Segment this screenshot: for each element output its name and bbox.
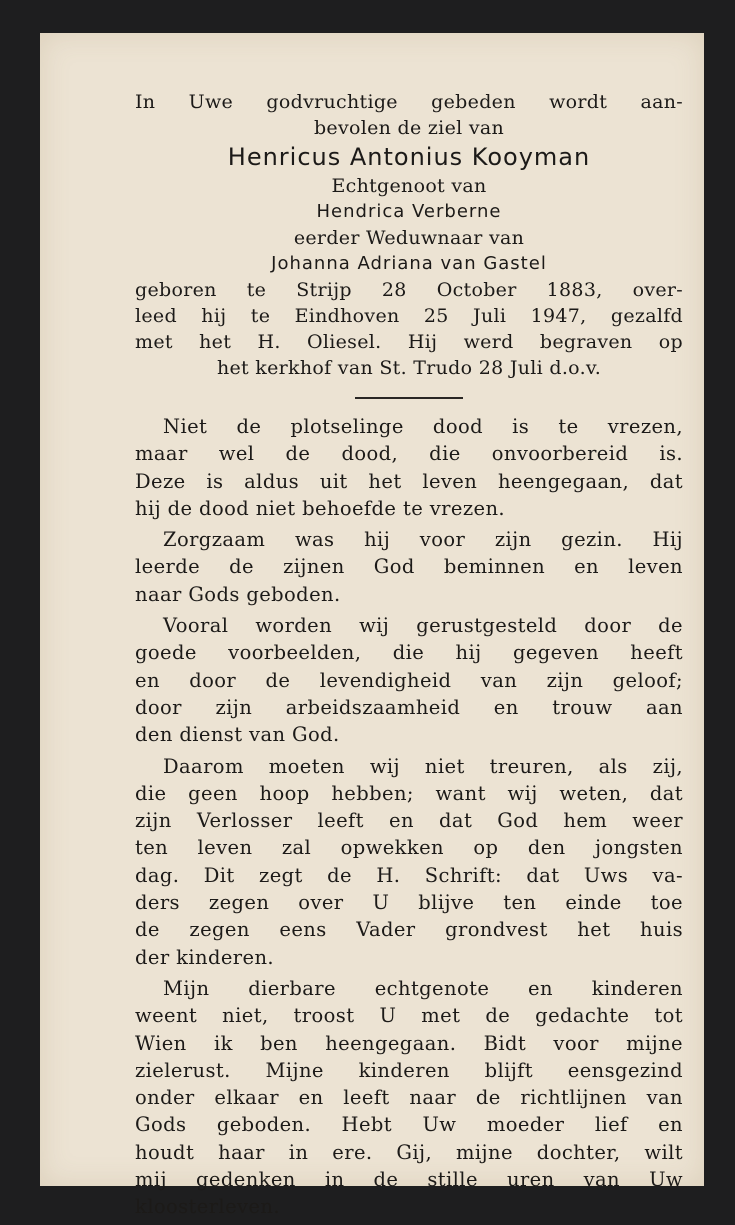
paragraph-line: hij de dood niet behoefde te vrezen. bbox=[135, 496, 505, 520]
paragraph-line: Mijn dierbare echtgenote en kinderen bbox=[163, 976, 683, 1000]
paragraph-line: mij gedenken in de stille uren van Uw bbox=[135, 1168, 683, 1192]
bio-line-2: leed hij te Eindhoven 25 Juli 1947, gezalfd bbox=[135, 305, 683, 327]
paragraph-line: zielerust. Mijne kinderen blijft eensgezind bbox=[135, 1058, 683, 1082]
paragraph-line: Niet de plotselinge dood is te vrezen, bbox=[163, 415, 683, 438]
spouse-name: Hendrica Verberne bbox=[316, 201, 502, 222]
bio-line-4: het kerkhof van St. Trudo 28 Juli d.o.v. bbox=[216, 357, 602, 379]
paragraph-line: die geen hoop hebben; want wij weten, dat bbox=[135, 781, 683, 805]
paragraph-3 bbox=[135, 612, 683, 748]
paragraph-5 bbox=[135, 975, 683, 1221]
paragraph-line: Daarom moeten wij niet treuren, als zij, bbox=[163, 754, 683, 778]
paragraph-line: Gods geboden. Hebt Uw moeder lief en bbox=[135, 1113, 683, 1137]
paragraph-line: door zijn arbeidszaamheid en trouw aan bbox=[135, 695, 683, 719]
paragraph-line: leerde de zijnen God beminnen en leven bbox=[135, 555, 683, 579]
section-divider bbox=[355, 397, 463, 399]
card-content bbox=[135, 89, 683, 1225]
card-header bbox=[135, 89, 683, 381]
prayer-text bbox=[135, 413, 683, 1221]
paragraph-1 bbox=[135, 413, 683, 522]
paragraph-line: der kinderen. bbox=[135, 945, 274, 969]
memorial-card bbox=[40, 33, 704, 1219]
paragraph-line: weent niet, troost U met de gedachte tot bbox=[135, 1004, 683, 1028]
paragraph-line: Deze is aldus uit het leven heengegaan, dat bbox=[135, 469, 683, 493]
intro-line-1: In Uwe godvruchtige gebeden wordt aan- bbox=[135, 91, 683, 113]
paragraph-4 bbox=[135, 753, 683, 971]
deceased-name: Henricus Antonius Kooyman bbox=[227, 143, 591, 171]
intro-line-2: bevolen de ziel van bbox=[313, 117, 505, 139]
paragraph-line: den dienst van God. bbox=[135, 723, 340, 747]
paragraph-line: ten leven zal opwekken op den jongsten bbox=[135, 836, 683, 860]
paragraph-line: de zegen eens Vader grondvest het huis bbox=[135, 918, 683, 942]
paragraph-line: maar wel de dood, die onvoorbereid is. bbox=[135, 442, 683, 466]
former-spouse-name: Johanna Adriana van Gastel bbox=[271, 253, 547, 274]
spouse-label: Echtgenoot van bbox=[331, 175, 487, 197]
paragraph-line: onder elkaar en leeft naar de richtlijnen van bbox=[135, 1086, 683, 1110]
former-spouse-label: eerder Weduwnaar van bbox=[293, 227, 525, 249]
paragraph-2 bbox=[135, 526, 683, 608]
paragraph-line: Zorgzaam was hij voor zijn gezin. Hij bbox=[163, 528, 683, 552]
paragraph-line: goede voorbeelden, die hij gegeven heeft bbox=[135, 641, 683, 665]
bio-line-1: geboren te Strijp 28 October 1883, over- bbox=[135, 279, 683, 301]
paragraph-line: houdt haar in ere. Gij, mijne dochter, wilt bbox=[135, 1140, 683, 1164]
paragraph-line: dag. Dit zegt de H. Schrift: dat Uws va- bbox=[135, 863, 683, 887]
paragraph-line: en door de levendigheid van zijn geloof; bbox=[135, 668, 683, 692]
paragraph-line: zijn Verlosser leeft en dat God hem weer bbox=[135, 809, 683, 833]
paragraph-line: Wien ik ben heengegaan. Bidt voor mijne bbox=[135, 1031, 683, 1055]
paragraph-line: kloosterleven. bbox=[135, 1195, 280, 1219]
paragraph-line: Vooral worden wij gerustgesteld door de bbox=[163, 614, 683, 638]
paragraph-line: ders zegen over U blijve ten einde toe bbox=[135, 891, 683, 915]
paragraph-line: naar Gods geboden. bbox=[135, 582, 341, 606]
bio-line-3: met het H. Oliesel. Hij werd begraven op bbox=[135, 331, 683, 353]
